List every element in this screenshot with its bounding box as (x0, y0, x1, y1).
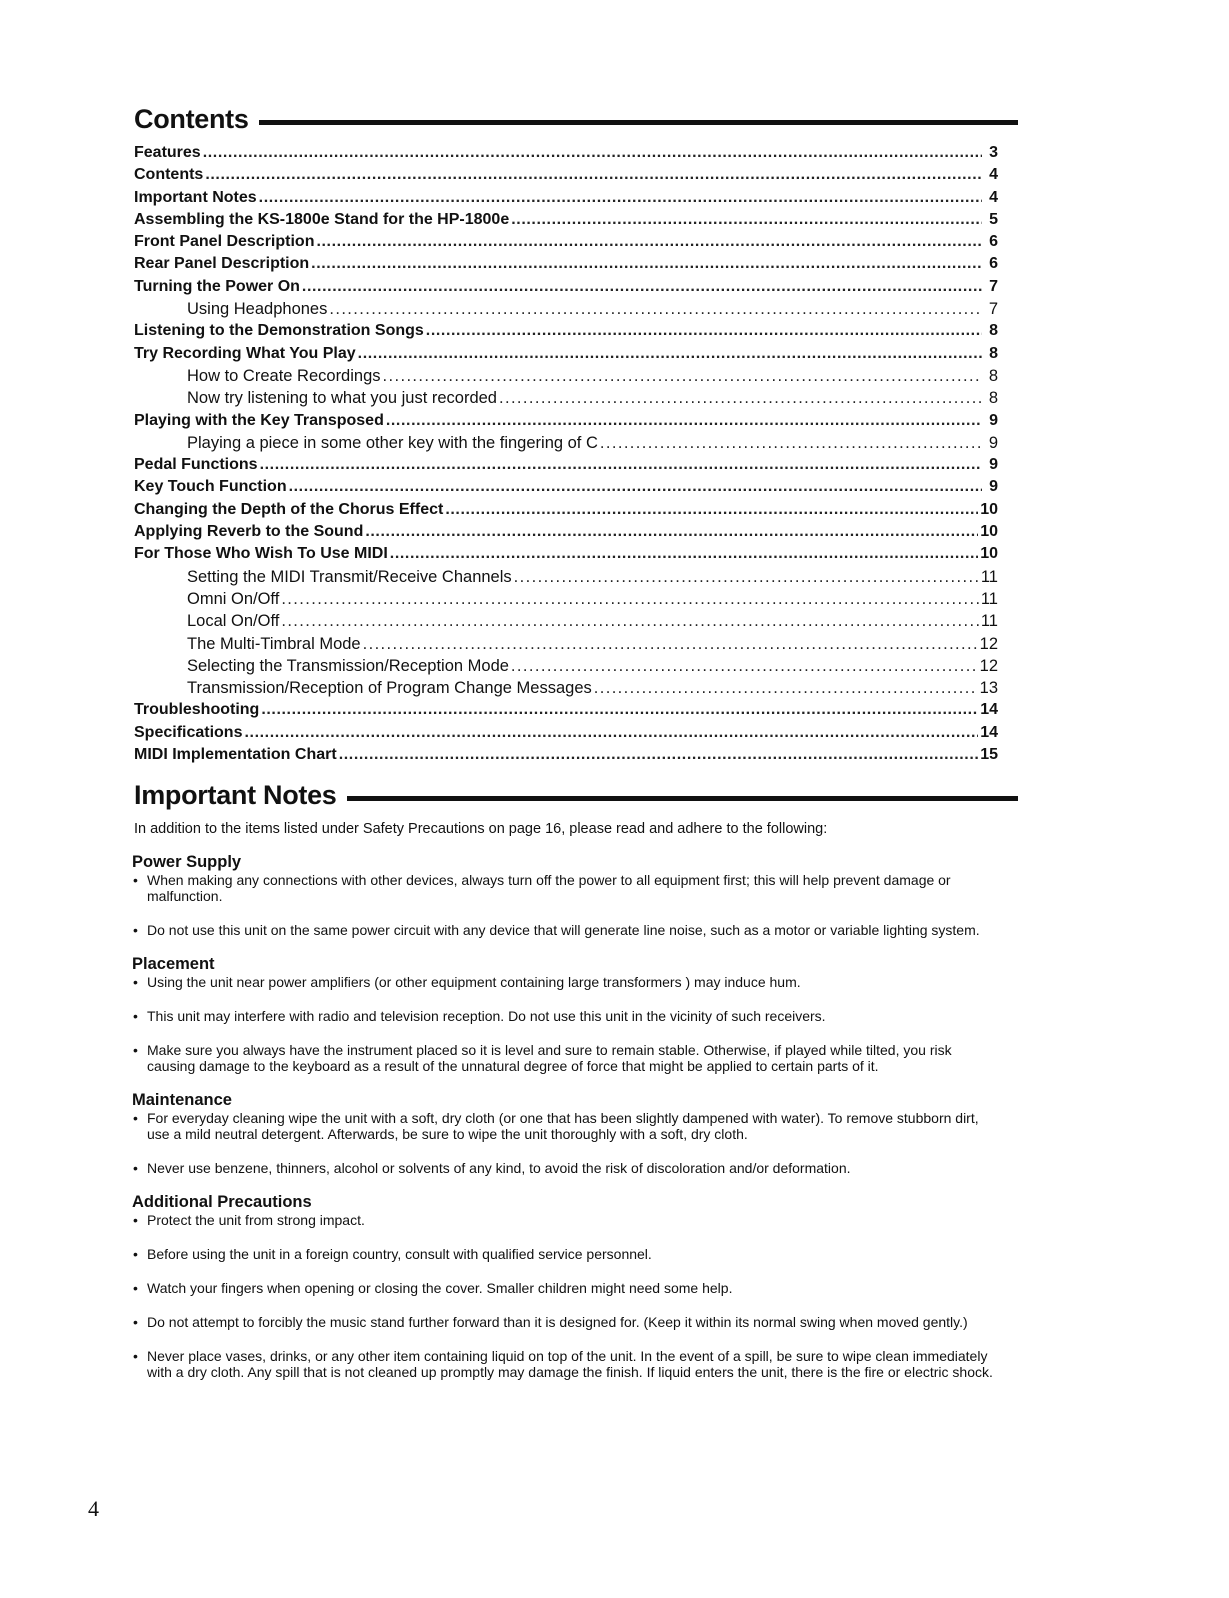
toc-entry-page: 5 (989, 210, 998, 228)
toc-entry (134, 189, 998, 211)
toc-entry-page: 14 (980, 723, 998, 741)
toc-entry-page: 12 (979, 656, 998, 675)
toc-entry (134, 501, 998, 523)
important-notes-list (132, 852, 1002, 1398)
important-notes-heading (134, 780, 1018, 811)
note-group (132, 852, 1002, 938)
note-bullet: • Using the unit near power amplifiers (or other equipment containing large transformers ) may induce hum. (132, 974, 1002, 990)
toc-entry-page: 9 (989, 478, 998, 496)
dot-leader (511, 211, 982, 229)
dot-leader (302, 278, 982, 296)
toc-entry-title: Playing with the Key Transposed (134, 411, 384, 429)
toc-entry-title: Using Headphones (187, 300, 328, 319)
toc-entry-page: 7 (989, 277, 998, 295)
note-bullet: • When making any connections with other devices, always turn off the power to all equipment first; this will help prevent damage or malfunction. (132, 872, 1002, 904)
toc-entry-title: Contents (134, 166, 204, 184)
toc-entry-page: 11 (980, 589, 998, 608)
dot-leader (259, 189, 982, 207)
note-group-heading: Power Supply (132, 853, 242, 871)
dot-leader (311, 255, 982, 273)
toc-entry (134, 412, 998, 434)
toc-subentry (134, 300, 998, 322)
dot-leader (329, 300, 982, 319)
toc-entry-title: For Those Who Wish To Use MIDI (134, 545, 388, 563)
note-group-heading: Placement (132, 955, 215, 973)
toc-entry (134, 746, 998, 768)
toc-entry-page: 6 (989, 255, 998, 273)
dot-leader (499, 389, 982, 408)
toc-entry-page: 10 (980, 545, 998, 563)
dot-leader (511, 657, 978, 676)
toc-entry-page: 15 (980, 746, 998, 764)
toc-entry-page: 8 (988, 366, 998, 385)
note-bullet: • Watch your fingers when opening or closing the cover. Smaller children might need some help. (132, 1280, 1002, 1296)
dot-leader (205, 166, 982, 184)
toc-entry-title: Omni On/Off (187, 589, 280, 608)
toc-entry-title: Specifications (134, 723, 243, 741)
toc-entry-page: 14 (980, 701, 998, 719)
toc-entry-title: How to Create Recordings (187, 366, 381, 385)
dot-leader (426, 322, 982, 340)
toc-entry (134, 478, 998, 500)
page-number: 4 (88, 1496, 99, 1521)
toc-entry-title: Rear Panel Description (134, 255, 310, 273)
toc-entry (134, 545, 998, 567)
dot-leader (365, 523, 978, 541)
heading-rule (259, 120, 1018, 125)
note-bullet: • This unit may interfere with radio and television reception. Do not use this unit in the vicinity of such receivers. (132, 1008, 1002, 1024)
heading-rule (347, 796, 1018, 801)
toc-entry-page: 4 (989, 188, 998, 206)
toc-entry-page: 3 (989, 144, 998, 161)
toc-entry-page: 4 (989, 166, 998, 184)
note-bullet: • Do not attempt to forcibly the music stand further forward than it is designed for. (Keep it within its normal swing when moved gently.) (132, 1314, 1002, 1330)
toc-entry-title: Assembling the KS-1800e Stand for the HP-1800e (134, 210, 510, 228)
toc-entry-page: 8 (988, 389, 998, 408)
toc-entry-page: 13 (979, 679, 998, 698)
important-notes-intro: In addition to the items listed under Safety Precautions on page 16, please read and adhere to the following: (134, 821, 828, 837)
toc-entry-title: Transmission/Reception of Program Change Messages (187, 679, 592, 698)
note-group (132, 1192, 1002, 1380)
toc-entry-title: Local On/Off (187, 612, 280, 631)
toc-entry-page: 11 (980, 612, 998, 631)
toc-subentry (134, 389, 998, 411)
toc-entry-page: 9 (989, 456, 998, 474)
toc-entry (134, 278, 998, 300)
toc-entry-title: Try Recording What You Play (134, 344, 356, 362)
toc-entry-title: Features (134, 144, 201, 161)
dot-leader (281, 590, 979, 609)
dot-leader (281, 612, 979, 631)
toc-entry (134, 724, 998, 746)
important-notes-heading-text: Important Notes (134, 780, 337, 810)
toc-entry (134, 255, 998, 277)
toc-entry-page: 11 (980, 567, 998, 586)
toc-entry-page: 10 (980, 523, 998, 541)
toc-entry-page: 8 (989, 344, 998, 362)
toc-entry-page: 8 (989, 322, 998, 340)
toc-entry (134, 144, 998, 166)
toc-subentry (134, 590, 998, 612)
toc-entry-title: Setting the MIDI Transmit/Receive Channels (187, 567, 512, 586)
toc-entry (134, 701, 998, 723)
toc-entry-title: Playing a piece in some other key with the fingering of C (187, 433, 598, 452)
note-bullet: • For everyday cleaning wipe the unit with a soft, dry cloth (or one that has been slightly dampened with water). To remove stubborn dirt, use a mild neutral detergent. Afterwards, be sure to wipe the unit thoroughly with a soft, dry cloth. (132, 1110, 1002, 1142)
toc-entry-page: 9 (988, 433, 998, 452)
note-bullet: • Before using the unit in a foreign country, consult with qualified service personnel. (132, 1246, 1002, 1262)
toc-entry-title: MIDI Implementation Chart (134, 746, 337, 764)
toc-subentry (134, 367, 998, 389)
toc-subentry (134, 679, 998, 701)
toc-entry-title: Changing the Depth of the Chorus Effect (134, 500, 444, 518)
toc-entry (134, 211, 998, 233)
dot-leader (383, 367, 982, 386)
toc-entry-title: Now try listening to what you just recorded (187, 389, 497, 408)
note-group-heading: Maintenance (132, 1091, 232, 1109)
toc-entry (134, 233, 998, 255)
contents-heading (134, 104, 1018, 135)
toc-entry-title: Listening to the Demonstration Songs (134, 322, 424, 340)
toc-entry-title: Front Panel Description (134, 233, 315, 251)
dot-leader (203, 144, 982, 162)
dot-leader (600, 434, 982, 453)
dot-leader (363, 635, 978, 654)
note-bullet: • Never place vases, drinks, or any other item containing liquid on top of the unit. In the event of a spill, be sure to wipe clean immediately with a dry cloth. Any spill that is not cleaned up promptly may damage the finish. If liquid enters the unit, there is the fire or electric shock. (132, 1348, 1002, 1380)
dot-leader (244, 724, 978, 742)
toc-entry-page: 9 (989, 411, 998, 429)
note-group (132, 1090, 1002, 1176)
note-bullet: • Make sure you always have the instrument placed so it is level and sure to remain stable. Otherwise, if played while tilted, you risk causing damage to the keyboard as a result of the unnatural degree of force that might be applied to certain parts of it. (132, 1042, 1002, 1074)
toc-subentry (134, 612, 998, 634)
toc-entry-page: 6 (989, 233, 998, 251)
toc-entry-title: Important Notes (134, 188, 257, 206)
note-bullet: • Never use benzene, thinners, alcohol or solvents of any kind, to avoid the risk of discoloration and/or deformation. (132, 1160, 1002, 1176)
dot-leader (594, 679, 978, 698)
toc-entry (134, 456, 998, 478)
toc-entry-title: Key Touch Function (134, 478, 287, 496)
toc-entry-title: Selecting the Transmission/Reception Mode (187, 656, 509, 675)
note-group (132, 954, 1002, 1074)
toc-entry-title: The Multi-Timbral Mode (187, 634, 361, 653)
dot-leader (386, 412, 982, 430)
toc-entry-title: Applying Reverb to the Sound (134, 523, 364, 541)
table-of-contents (134, 144, 998, 768)
toc-entry-page: 10 (980, 500, 998, 518)
note-bullet: • Do not use this unit on the same power circuit with any device that will generate line noise, such as a motor or variable lighting system. (132, 922, 1002, 938)
toc-subentry (134, 635, 998, 657)
toc-subentry (134, 568, 998, 590)
toc-entry (134, 345, 998, 367)
contents-heading-text: Contents (134, 104, 249, 134)
dot-leader (339, 746, 979, 764)
dot-leader (261, 701, 978, 719)
dot-leader (358, 345, 982, 363)
toc-entry-title: Troubleshooting (134, 701, 260, 719)
toc-entry-page: 7 (988, 300, 998, 319)
toc-entry (134, 322, 998, 344)
toc-subentry (134, 434, 998, 456)
note-group-heading: Additional Precautions (132, 1193, 312, 1211)
dot-leader (514, 568, 979, 587)
toc-entry (134, 166, 998, 188)
note-bullet: • Protect the unit from strong impact. (132, 1212, 1002, 1228)
dot-leader (316, 233, 982, 251)
toc-subentry (134, 657, 998, 679)
toc-entry-page: 12 (979, 634, 998, 653)
dot-leader (445, 501, 978, 519)
toc-entry-title: Turning the Power On (134, 277, 300, 295)
toc-entry-title: Pedal Functions (134, 456, 258, 474)
dot-leader (260, 456, 982, 474)
dot-leader (390, 545, 978, 563)
toc-entry (134, 523, 998, 545)
dot-leader (289, 478, 982, 496)
